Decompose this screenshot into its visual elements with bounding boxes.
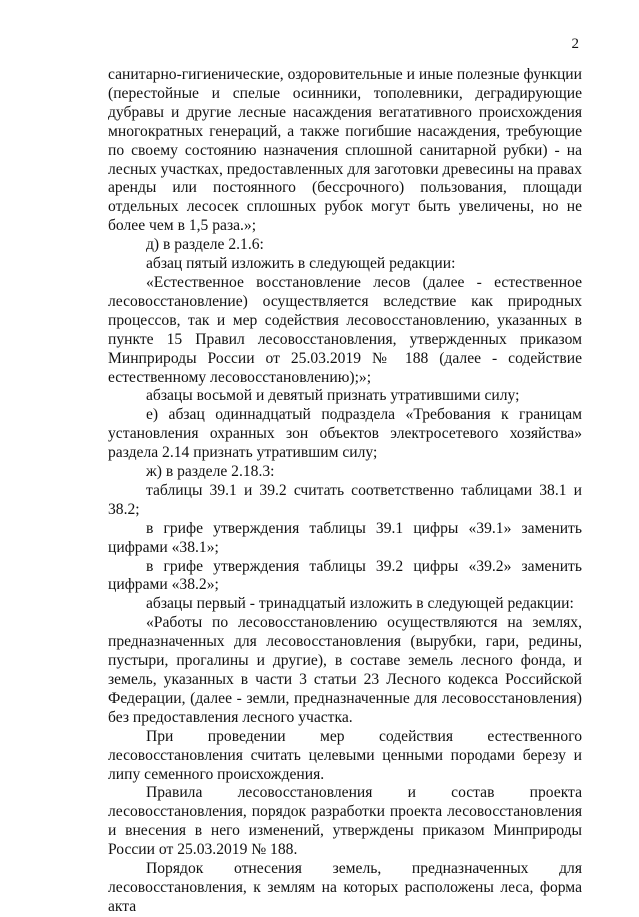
paragraph-procedure: Порядок отнесения земель, предназначенных для лесовосстановления, к землям на которых расположены леса, форма акта — [108, 860, 582, 915]
paragraph-item-d: д) в разделе 2.1.6: — [146, 236, 264, 254]
page-number: 2 — [571, 36, 579, 52]
paragraph-abzacy-eight-nine: абзацы восьмой и девятый признать утратившими силу; — [146, 387, 520, 405]
paragraph-grif-39-2: в грифе утверждения таблицы 39.2 цифры «39.2» заменить цифрами «38.2»; — [108, 557, 582, 594]
document-body — [108, 66, 582, 917]
paragraph-target-species: При проведении мер содействия естественного лесовосстановления считать целевыми ценными породами березу и липу семенного происхождения. — [108, 727, 582, 783]
paragraph-continuation: санитарно-гигиенические, оздоровительные и иные полезные функции (перестойные и спелые осинники, тополевники, деградирующие дубравы и другие лесные насаждения вегатативного происхождения многократных генераций, а также погибшие насаждения, требующие по своему состоянию назначения сплошной санитарной рубки) - на лесных участках, предоставленных для заготовки древесины на правах аренды или постоянного (бессрочного) пользования, площади отдельных лесосек сплошных рубок могут быть увеличены, но не более чем в 1,5 раза.»; — [108, 66, 582, 235]
paragraph-rules: Правила лесовосстановления и состав проекта лесовосстановления, порядок разработки проекта лесовосстановления и внесения в него изменений, утверждены приказом Минприроды России от 25.03.2019 № 188. — [108, 784, 582, 859]
paragraph-reforestation-works: «Работы по лесовосстановлению осуществляются на землях, предназначенных для лесовосстановления (вырубки, гари, редины, пустыри, прогалины и другие), в составе земель лесного фонда, и земель, указанных в части 3 статьи 23 Лесного кодекса Российской Федерации, (далее - земли, предназначенные для лесовосстановления) без предоставления лесного участка. — [108, 614, 582, 726]
paragraph-grif-39-1: в грифе утверждения таблицы 39.1 цифры «39.1» заменить цифрами «38.1»; — [108, 519, 582, 556]
paragraph-abzacy-first-thirteenth: абзацы первый - тринадцатый изложить в следующей редакции: — [146, 595, 574, 613]
paragraph-abzac-five: абзац пятый изложить в следующей редакции: — [146, 255, 456, 273]
paragraph-natural-reforestation: «Естественное восстановление лесов (далее - естественное лесовосстановление) осуществляется вследствие как природных процессов, так и мер содействия лесовосстановлению, указанных в пункте 15 Правил лесовосстановления, утвержденных приказом Минприроды России от 25.03.2019 № 188 (далее - содействие естественному лесовосстановлению);»; — [108, 273, 582, 386]
paragraph-tables: таблицы 39.1 и 39.2 считать соответственно таблицами 38.1 и 38.2; — [108, 481, 582, 518]
paragraph-item-e: е) абзац одиннадцатый подраздела «Требования к границам установления охранных зон объектов электросетевого хозяйства» раздела 2.14 признать утратившим силу; — [108, 406, 582, 462]
paragraph-item-zh: ж) в разделе 2.18.3: — [146, 463, 275, 481]
